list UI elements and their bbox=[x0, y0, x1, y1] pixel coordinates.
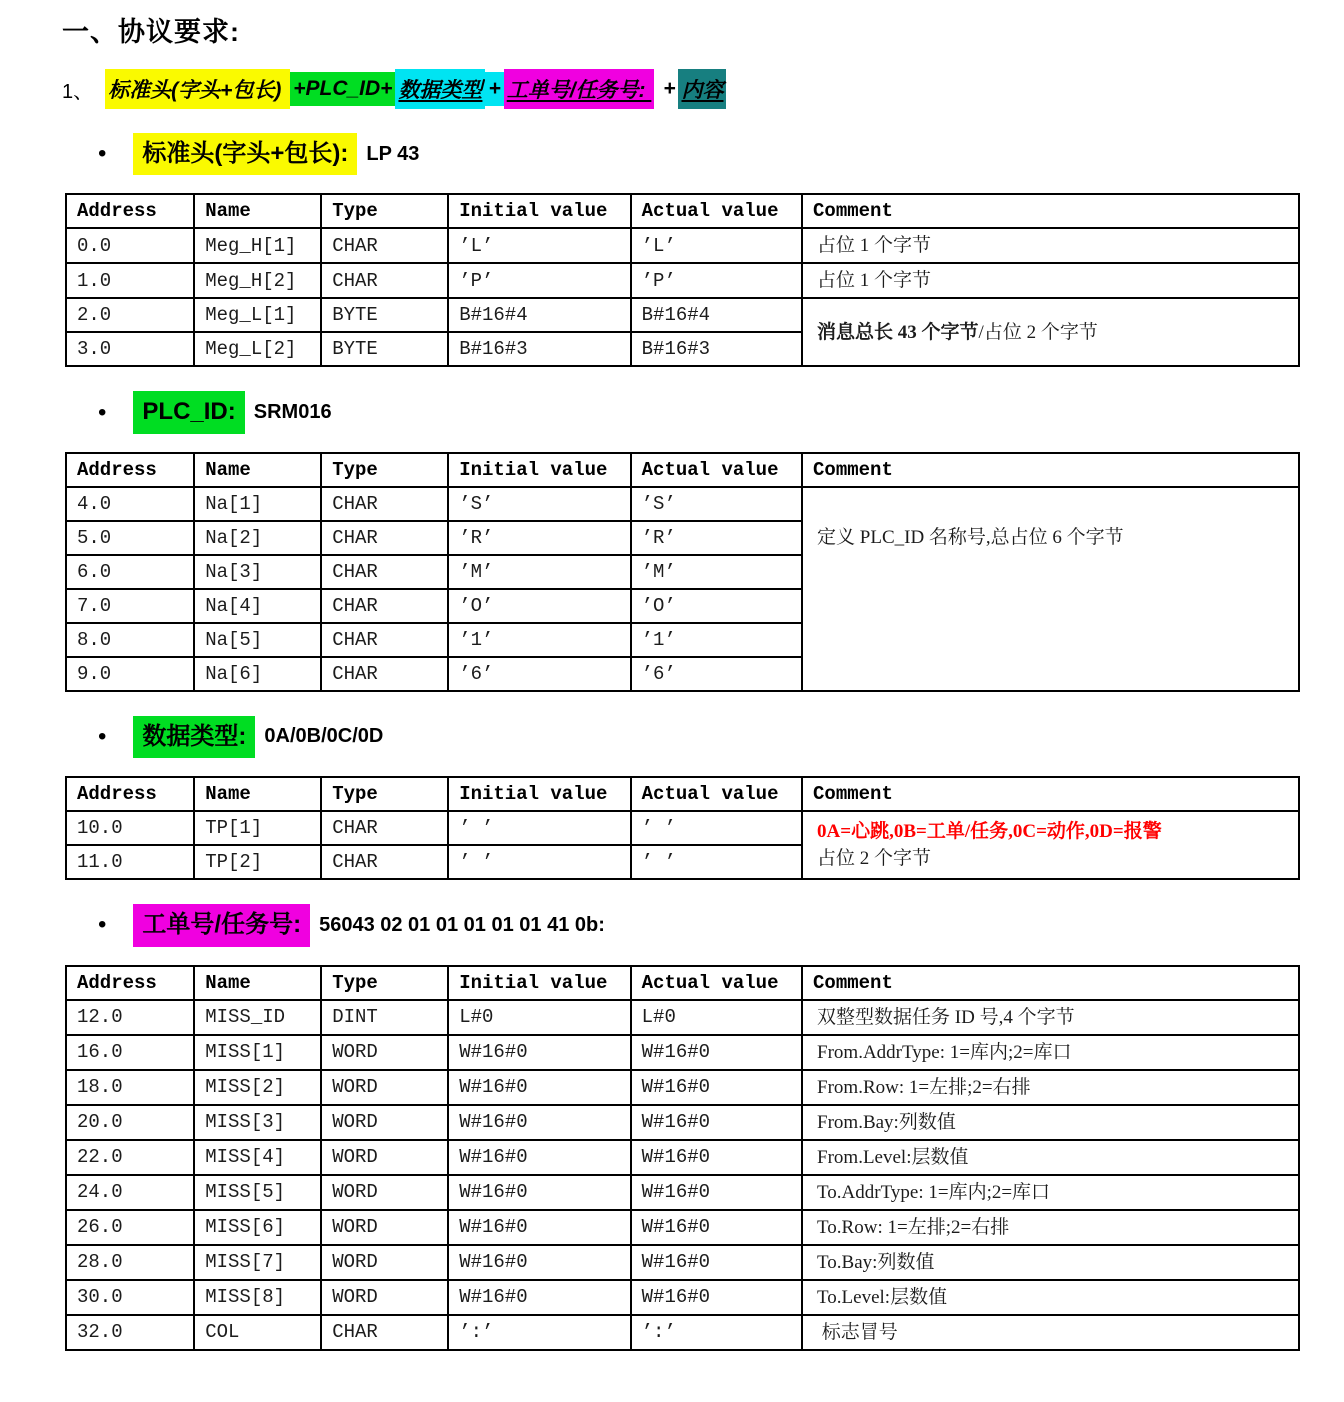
table-cell: CHAR bbox=[321, 657, 448, 691]
comment-text: From.Bay:列数值 bbox=[817, 1111, 956, 1133]
table-cell: WORD bbox=[321, 1070, 448, 1105]
comment-line bbox=[817, 1144, 1288, 1171]
table-cell: Meg_H[1] bbox=[194, 228, 321, 263]
table-cell: ’S’ bbox=[448, 487, 630, 521]
column-header: Name bbox=[194, 966, 321, 1000]
table-cell: Meg_L[2] bbox=[194, 332, 321, 366]
table-cell: MISS[5] bbox=[194, 1175, 321, 1210]
column-header: Address bbox=[66, 966, 194, 1000]
comment-text: To.Bay:列数值 bbox=[817, 1251, 935, 1273]
table-cell: TP[1] bbox=[194, 811, 321, 845]
comment-cell bbox=[802, 228, 1299, 263]
table-cell: W#16#0 bbox=[631, 1105, 802, 1140]
list-marker: 1、 bbox=[62, 80, 94, 103]
formula-segment: 数据类型 bbox=[395, 69, 485, 109]
comment-cell bbox=[802, 298, 1299, 366]
comment-text: From.Level:层数值 bbox=[817, 1146, 969, 1168]
table-cell: ’R’ bbox=[448, 521, 630, 555]
table-cell: CHAR bbox=[321, 845, 448, 879]
table-cell: ’M’ bbox=[631, 555, 802, 589]
table-cell: L#0 bbox=[448, 1000, 630, 1035]
section-value: SRM016 bbox=[253, 401, 332, 424]
table-cell: ’1’ bbox=[631, 623, 802, 657]
table-cell: CHAR bbox=[321, 487, 448, 521]
table-cell: ’ ’ bbox=[448, 845, 630, 879]
comment-cell bbox=[802, 1210, 1299, 1245]
comment-text: To.AddrType: 1=库内;2=库口 bbox=[817, 1181, 1051, 1203]
table-cell: ’O’ bbox=[448, 589, 630, 623]
table-row bbox=[66, 1210, 1299, 1245]
table-cell: ’6’ bbox=[631, 657, 802, 691]
comment-line bbox=[817, 1249, 1288, 1276]
section-heading bbox=[98, 133, 1297, 175]
table-cell: ’P’ bbox=[448, 263, 630, 298]
table-cell: 30.0 bbox=[66, 1280, 194, 1315]
table-cell: ’M’ bbox=[448, 555, 630, 589]
comment-line bbox=[817, 1284, 1288, 1311]
table-cell: 10.0 bbox=[66, 811, 194, 845]
table-row bbox=[66, 811, 1299, 845]
comment-line bbox=[817, 1004, 1288, 1031]
table-header-row bbox=[66, 194, 1299, 228]
table-cell: 18.0 bbox=[66, 1070, 194, 1105]
table-cell: Na[1] bbox=[194, 487, 321, 521]
table-cell: 7.0 bbox=[66, 589, 194, 623]
column-header: Comment bbox=[802, 777, 1299, 811]
column-header: Actual value bbox=[631, 777, 802, 811]
table-cell: 9.0 bbox=[66, 657, 194, 691]
table-cell: Meg_L[1] bbox=[194, 298, 321, 332]
table-cell: W#16#0 bbox=[448, 1105, 630, 1140]
table-row bbox=[66, 1280, 1299, 1315]
table-cell: ’6’ bbox=[448, 657, 630, 691]
column-header: Type bbox=[321, 777, 448, 811]
comment-text: From.AddrType: 1=库内;2=库口 bbox=[817, 1041, 1072, 1063]
table-cell: ’P’ bbox=[631, 263, 802, 298]
column-header: Name bbox=[194, 194, 321, 228]
table-row bbox=[66, 1245, 1299, 1280]
table-cell: W#16#0 bbox=[448, 1245, 630, 1280]
section-heading bbox=[98, 904, 1297, 946]
bullet-icon: • bbox=[98, 140, 107, 168]
table-cell: WORD bbox=[321, 1140, 448, 1175]
data-table bbox=[65, 776, 1300, 880]
table-cell: WORD bbox=[321, 1175, 448, 1210]
table-cell: 12.0 bbox=[66, 1000, 194, 1035]
comment-cell bbox=[802, 1315, 1299, 1350]
comment-text: 占位 2 个字节 bbox=[817, 848, 932, 870]
table-cell: 28.0 bbox=[66, 1245, 194, 1280]
table-cell: W#16#0 bbox=[448, 1070, 630, 1105]
table-cell: 3.0 bbox=[66, 332, 194, 366]
comment-line bbox=[817, 818, 1288, 845]
data-table bbox=[65, 193, 1300, 367]
table-cell: 16.0 bbox=[66, 1035, 194, 1070]
comment-text: To.Row: 1=左排;2=右排 bbox=[817, 1216, 1010, 1238]
sections-container bbox=[62, 133, 1297, 1351]
comment-line bbox=[817, 524, 1288, 551]
comment-text: 消息总长 43 个字节 bbox=[817, 321, 979, 343]
formula-segment: + bbox=[485, 72, 503, 106]
table-cell: B#16#4 bbox=[448, 298, 630, 332]
column-header: Actual value bbox=[631, 966, 802, 1000]
column-header: Address bbox=[66, 777, 194, 811]
comment-cell bbox=[802, 1035, 1299, 1070]
data-table bbox=[65, 452, 1300, 692]
formula-segment: + bbox=[657, 77, 676, 100]
comment-cell bbox=[802, 1280, 1299, 1315]
table-header-row bbox=[66, 453, 1299, 487]
table-cell: 24.0 bbox=[66, 1175, 194, 1210]
comment-line bbox=[817, 845, 1288, 872]
column-header: Type bbox=[321, 966, 448, 1000]
bullet-icon: • bbox=[98, 911, 107, 939]
table-cell: CHAR bbox=[321, 811, 448, 845]
table-cell: W#16#0 bbox=[631, 1035, 802, 1070]
table-body bbox=[66, 487, 1299, 691]
formula-segment: 工单号/任务号: bbox=[504, 69, 655, 109]
table-cell: CHAR bbox=[321, 521, 448, 555]
comment-text: From.Row: 1=左排;2=右排 bbox=[817, 1076, 1031, 1098]
comment-text: 标志冒号 bbox=[817, 1321, 898, 1343]
section-label: 工单号/任务号: bbox=[133, 904, 310, 946]
table-cell: MISS[7] bbox=[194, 1245, 321, 1280]
section-heading bbox=[98, 716, 1297, 758]
table-cell: 2.0 bbox=[66, 298, 194, 332]
table-row bbox=[66, 1140, 1299, 1175]
section-value: LP 43 bbox=[366, 142, 420, 165]
table-cell: ’:’ bbox=[448, 1315, 630, 1350]
table-row bbox=[66, 1175, 1299, 1210]
data-table bbox=[65, 965, 1300, 1351]
table-cell: WORD bbox=[321, 1035, 448, 1070]
table-cell: Na[4] bbox=[194, 589, 321, 623]
table-header-row bbox=[66, 777, 1299, 811]
comment-text: /占位 2 个字节 bbox=[978, 321, 1098, 343]
comment-line bbox=[817, 267, 1288, 294]
comment-cell bbox=[802, 1105, 1299, 1140]
table-cell: W#16#0 bbox=[448, 1175, 630, 1210]
table-cell: COL bbox=[194, 1315, 321, 1350]
table-cell: ’R’ bbox=[631, 521, 802, 555]
table-cell: W#16#0 bbox=[631, 1210, 802, 1245]
table-cell: ’L’ bbox=[631, 228, 802, 263]
table-body bbox=[66, 1000, 1299, 1350]
table-cell: Na[6] bbox=[194, 657, 321, 691]
table-cell: ’:’ bbox=[631, 1315, 802, 1350]
table-cell: CHAR bbox=[321, 589, 448, 623]
comment-text: 占位 1 个字节 bbox=[817, 270, 932, 292]
table-cell: Na[5] bbox=[194, 623, 321, 657]
comment-line bbox=[817, 1109, 1288, 1136]
protocol-section bbox=[62, 391, 1297, 691]
table-cell: MISS_ID bbox=[194, 1000, 321, 1035]
column-header: Comment bbox=[802, 194, 1299, 228]
section-value: 0A/0B/0C/0D bbox=[264, 725, 384, 748]
section-label: 数据类型: bbox=[133, 716, 255, 758]
table-body bbox=[66, 811, 1299, 879]
comment-text: 占位 1 个字节 bbox=[817, 235, 932, 257]
comment-cell bbox=[802, 1000, 1299, 1035]
formula-segment: +PLC_ID+ bbox=[290, 72, 395, 106]
table-cell: MISS[4] bbox=[194, 1140, 321, 1175]
table-cell: B#16#3 bbox=[631, 332, 802, 366]
table-cell: CHAR bbox=[321, 228, 448, 263]
comment-cell bbox=[802, 1245, 1299, 1280]
table-cell: WORD bbox=[321, 1105, 448, 1140]
table-cell: 20.0 bbox=[66, 1105, 194, 1140]
table-row bbox=[66, 1000, 1299, 1035]
table-cell: W#16#0 bbox=[448, 1280, 630, 1315]
comment-text: 双整型数据任务 ID 号,4 个字节 bbox=[817, 1006, 1075, 1028]
column-header: Type bbox=[321, 453, 448, 487]
table-cell: ’L’ bbox=[448, 228, 630, 263]
protocol-section bbox=[62, 904, 1297, 1350]
column-header: Comment bbox=[802, 966, 1299, 1000]
column-header: Initial value bbox=[448, 453, 630, 487]
table-cell: WORD bbox=[321, 1280, 448, 1315]
column-header: Initial value bbox=[448, 194, 630, 228]
section-label: PLC_ID: bbox=[133, 391, 244, 433]
table-cell: CHAR bbox=[321, 555, 448, 589]
comment-cell bbox=[802, 811, 1299, 879]
table-cell: W#16#0 bbox=[631, 1140, 802, 1175]
column-header: Address bbox=[66, 453, 194, 487]
table-cell: ’S’ bbox=[631, 487, 802, 521]
table-cell: 6.0 bbox=[66, 555, 194, 589]
comment-cell bbox=[802, 1175, 1299, 1210]
table-cell: Na[2] bbox=[194, 521, 321, 555]
table-row bbox=[66, 1035, 1299, 1070]
column-header: Actual value bbox=[631, 453, 802, 487]
table-cell: ’ ’ bbox=[448, 811, 630, 845]
table-cell: MISS[1] bbox=[194, 1035, 321, 1070]
section-label: 标准头(字头+包长): bbox=[133, 133, 357, 175]
table-cell: 32.0 bbox=[66, 1315, 194, 1350]
table-cell: MISS[6] bbox=[194, 1210, 321, 1245]
comment-line bbox=[817, 1179, 1288, 1206]
bullet-icon: • bbox=[98, 722, 107, 750]
table-cell: W#16#0 bbox=[631, 1070, 802, 1105]
table-cell: MISS[2] bbox=[194, 1070, 321, 1105]
comment-line bbox=[817, 1319, 1288, 1346]
protocol-section bbox=[62, 133, 1297, 367]
section-value: 56043 02 01 01 01 01 01 41 0b: bbox=[319, 913, 605, 936]
column-header: Actual value bbox=[631, 194, 802, 228]
comment-line bbox=[817, 1039, 1288, 1066]
comment-line bbox=[817, 1074, 1288, 1101]
comment-cell bbox=[802, 263, 1299, 298]
table-cell: WORD bbox=[321, 1210, 448, 1245]
comment-cell bbox=[802, 1140, 1299, 1175]
table-cell: 0.0 bbox=[66, 228, 194, 263]
column-header: Name bbox=[194, 777, 321, 811]
table-cell: 11.0 bbox=[66, 845, 194, 879]
table-row bbox=[66, 1315, 1299, 1350]
table-row bbox=[66, 263, 1299, 298]
table-cell: 22.0 bbox=[66, 1140, 194, 1175]
table-cell: 8.0 bbox=[66, 623, 194, 657]
table-row bbox=[66, 1070, 1299, 1105]
table-cell: CHAR bbox=[321, 263, 448, 298]
table-row bbox=[66, 487, 1299, 521]
table-cell: W#16#0 bbox=[448, 1140, 630, 1175]
table-cell: DINT bbox=[321, 1000, 448, 1035]
comment-line bbox=[817, 319, 1288, 346]
table-cell: Meg_H[2] bbox=[194, 263, 321, 298]
table-cell: W#16#0 bbox=[448, 1035, 630, 1070]
table-cell: ’O’ bbox=[631, 589, 802, 623]
table-cell: 4.0 bbox=[66, 487, 194, 521]
table-cell: Na[3] bbox=[194, 555, 321, 589]
section-heading bbox=[98, 391, 1297, 433]
page-title: 一、协议要求: bbox=[62, 17, 240, 47]
table-cell: BYTE bbox=[321, 298, 448, 332]
table-cell: L#0 bbox=[631, 1000, 802, 1035]
table-row bbox=[66, 1105, 1299, 1140]
table-row bbox=[66, 228, 1299, 263]
table-cell: BYTE bbox=[321, 332, 448, 366]
protocol-section bbox=[62, 716, 1297, 880]
table-cell: MISS[8] bbox=[194, 1280, 321, 1315]
table-cell: W#16#0 bbox=[631, 1175, 802, 1210]
column-header: Initial value bbox=[448, 777, 630, 811]
comment-text: 0A=心跳,0B=工单/任务,0C=动作,0D=报警 bbox=[817, 821, 1162, 843]
comment-line bbox=[817, 1214, 1288, 1241]
column-header: Address bbox=[66, 194, 194, 228]
bullet-icon: • bbox=[98, 398, 107, 426]
table-cell: WORD bbox=[321, 1245, 448, 1280]
table-cell: 5.0 bbox=[66, 521, 194, 555]
table-cell: W#16#0 bbox=[448, 1210, 630, 1245]
table-cell: MISS[3] bbox=[194, 1105, 321, 1140]
formula-segment: 内容 bbox=[678, 69, 726, 109]
table-cell: W#16#0 bbox=[631, 1280, 802, 1315]
column-header: Type bbox=[321, 194, 448, 228]
table-header-row bbox=[66, 966, 1299, 1000]
column-header: Initial value bbox=[448, 966, 630, 1000]
protocol-formula-segments bbox=[105, 69, 726, 109]
table-cell: 26.0 bbox=[66, 1210, 194, 1245]
table-cell: 1.0 bbox=[66, 263, 194, 298]
comment-cell bbox=[802, 1070, 1299, 1105]
table-cell: B#16#4 bbox=[631, 298, 802, 332]
comment-text: To.Level:层数值 bbox=[817, 1286, 948, 1308]
table-cell: CHAR bbox=[321, 1315, 448, 1350]
comment-line bbox=[817, 232, 1288, 259]
table-cell: TP[2] bbox=[194, 845, 321, 879]
formula-segment: 标准头(字头+包长) bbox=[105, 69, 290, 109]
table-body bbox=[66, 228, 1299, 366]
protocol-formula bbox=[62, 69, 1297, 109]
table-cell: W#16#0 bbox=[631, 1245, 802, 1280]
column-header: Comment bbox=[802, 453, 1299, 487]
table-row bbox=[66, 298, 1299, 332]
table-cell: ’ ’ bbox=[631, 811, 802, 845]
table-cell: B#16#3 bbox=[448, 332, 630, 366]
column-header: Name bbox=[194, 453, 321, 487]
table-cell: ’ ’ bbox=[631, 845, 802, 879]
table-cell: CHAR bbox=[321, 623, 448, 657]
comment-text: 定义 PLC_ID 名称号,总占位 6 个字节 bbox=[817, 526, 1124, 548]
comment-cell bbox=[802, 487, 1299, 691]
table-cell: ’1’ bbox=[448, 623, 630, 657]
